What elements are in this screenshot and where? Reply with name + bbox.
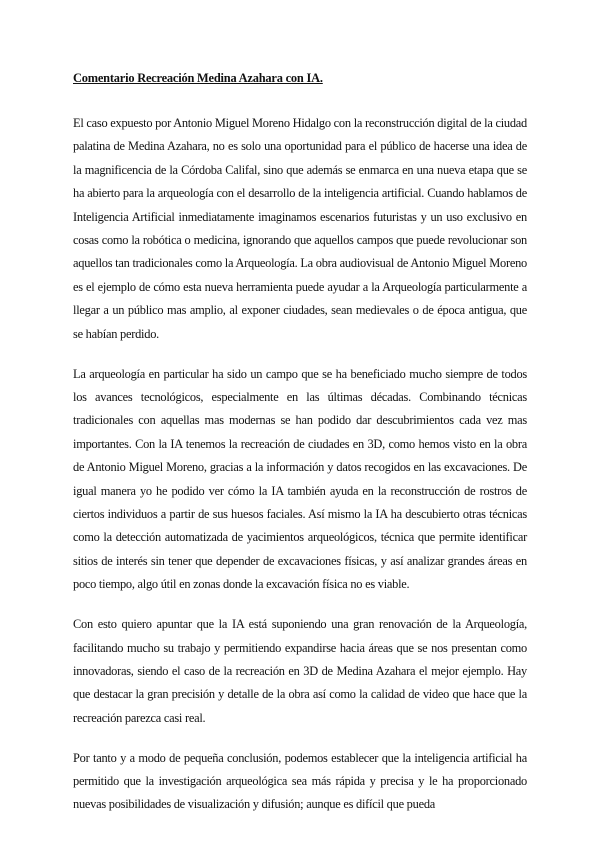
document-title: Comentario Recreación Medina Azahara con IA.: [73, 71, 323, 85]
paragraph-intro: El caso expuesto por Antonio Miguel Moreno Hidalgo con la reconstrucción digital de la ciudad palatina de Medina Azahara, no es solo una oportunidad para el público de hacerse una idea de la magnificencia de la Córdoba Califal, sino que además se enmarca en una nueva etapa que se ha abierto para la arqueología con el desarrollo de la inteligencia artificial. Cuando hablamos de Inteligencia Artificial inmediatamente imaginamos escenarios futuristas y un uso exclusivo en cosas como la robótica o medicina, ignorando que aquellos campos que puede revolucionar son aquellos tan tradicionales como la Arqueología. La obra audiovisual de Antonio Miguel Moreno es el ejemplo de cómo esta nueva herramienta puede ayudar a la Arqueología particularmente a llegar a un público mas amplio, al exponer ciudades, sean medievales o de época antigua, que se habían perdido.: [73, 116, 527, 341]
document-page: [73, 66, 527, 833]
paragraph-conclusion: Por tanto y a modo de pequeña conclusión, podemos establecer que la inteligencia artificial ha permitido que la investigación arqueológica sea más rápida y precisa y le ha proporcionado nuevas posibilidades de visualización y difusión; aunque es difícil que pueda: [73, 750, 527, 812]
paragraph-ia-renovation: Con esto quiero apuntar que la IA está suponiendo una gran renovación de la Arqueología, facilitando mucho su trabajo y permitiendo expandirse hacia áreas que se nos presentan como innovadoras, siendo el caso de la recreación en 3D de Medina Azahara el mejor ejemplo. Hay que destacar la gran precisión y detalle de la obra así como la calidad de video que hace que la recreación parezca casi real.: [73, 617, 527, 725]
paragraph-archaeology-advances: La arqueología en particular ha sido un campo que se ha beneficiado mucho siempre de todos los avances tecnológicos, especialmente en las últimas décadas. Combinando técnicas tradicionales con aquellas mas modernas se han podido dar descubrimientos cada vez mas importantes. Con la IA tenemos la recreación de ciudades en 3D, como hemos visto en la obra de Antonio Miguel Moreno, gracias a la información y datos recogidos en las excavaciones. De igual manera yo he podido ver cómo la IA también ayuda en la reconstrucción de rostros de ciertos individuos a partir de sus huesos faciales. Así mismo la IA ha descubierto otras técnicas como la detección automatizada de yacimientos arqueológicos, técnica que permite identificar sitios de interés sin tener que depender de excavaciones físicas, y así analizar grandes áreas en poco tiempo, algo útil en zonas donde la excavación física no es viable.: [73, 366, 527, 592]
